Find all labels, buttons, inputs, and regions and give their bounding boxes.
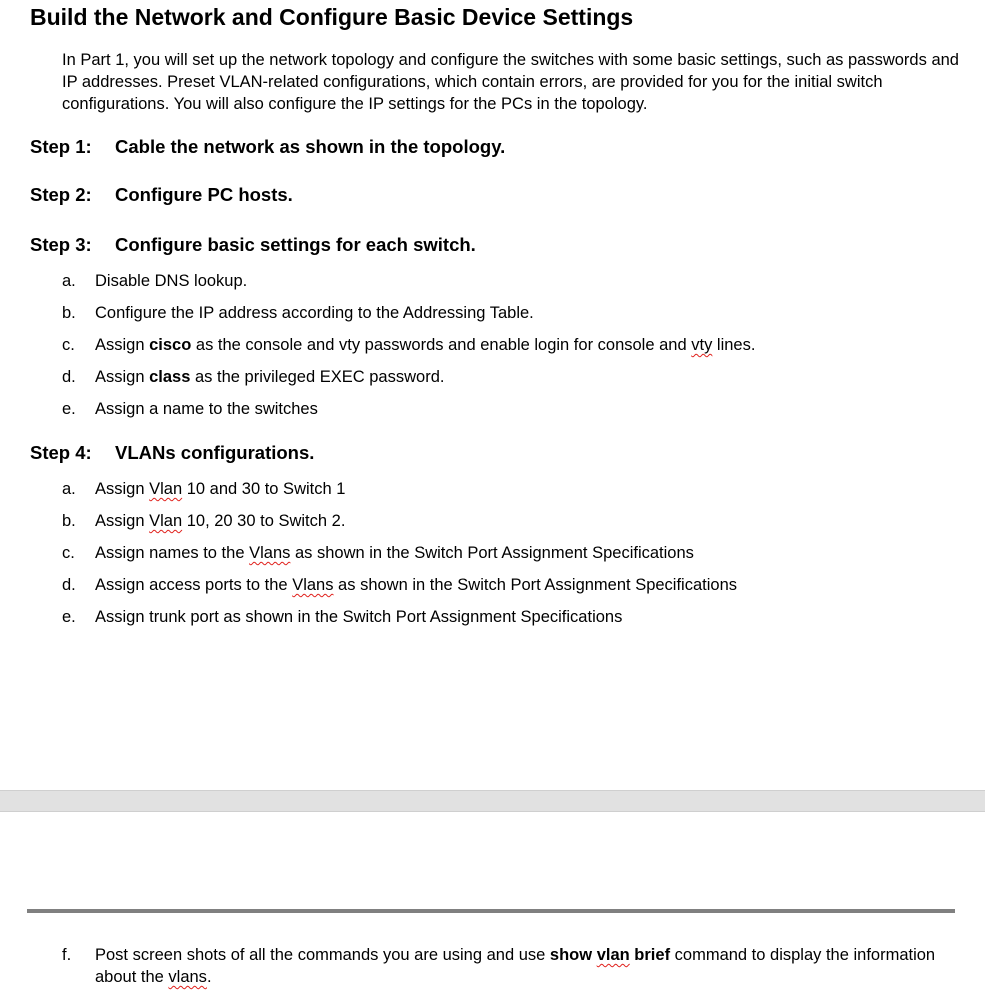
- intro-paragraph: In Part 1, you will set up the network topology and configure the switches with some basic settings, such as passwords and IP addresses. Preset VLAN-related configurations, which contain errors, are provided for you for the initial switch configurations. You will also configure the IP settings for the PCs in the topology.: [62, 51, 959, 113]
- command-keyword: brief: [629, 946, 671, 964]
- list-letter: e.: [62, 608, 76, 626]
- page-break: [0, 790, 985, 812]
- spellcheck-word: Vlan: [149, 480, 183, 498]
- list-text: Assign trunk port as shown in the Switch Port Assignment Specifications: [95, 608, 623, 626]
- list-text: Assign access ports to the: [95, 576, 293, 594]
- list-item: [62, 944, 955, 988]
- page-title: Build the Network and Configure Basic Device Settings: [30, 4, 634, 30]
- list-letter: e.: [62, 400, 76, 418]
- command-keyword: show: [549, 946, 597, 964]
- step-2-heading: [30, 184, 293, 206]
- step-title: Configure basic settings for each switch.: [115, 234, 476, 255]
- list-text: as shown in the Switch Port Assignment Specifications: [290, 544, 694, 562]
- list-item: [62, 368, 444, 387]
- list-text: .: [206, 968, 212, 986]
- step-4-heading: [30, 442, 314, 464]
- spellcheck-word: vlan: [596, 946, 630, 964]
- list-item: [62, 512, 345, 531]
- list-item: [62, 400, 318, 419]
- spellcheck-word: Vlans: [292, 576, 334, 594]
- list-letter: a.: [62, 480, 76, 498]
- list-text: Post screen shots of all the commands you are using and use: [95, 946, 550, 964]
- step-number: Step 4:: [30, 442, 92, 463]
- list-letter: f.: [62, 946, 72, 964]
- step-number: Step 2:: [30, 184, 92, 205]
- list-text: Assign names to the: [95, 544, 250, 562]
- list-text: Assign: [95, 368, 150, 386]
- list-item: [62, 544, 694, 563]
- step-title: Cable the network as shown in the topology.: [115, 136, 506, 157]
- list-item: [62, 336, 755, 355]
- list-text: command to display the information about the: [95, 946, 936, 986]
- list-text: Assign: [95, 480, 150, 498]
- step-title: VLANs configurations.: [115, 442, 315, 463]
- list-text: Assign a name to the switches: [95, 400, 318, 418]
- list-text: as the privileged EXEC password.: [190, 368, 445, 386]
- list-letter: d.: [62, 576, 76, 594]
- list-item: [62, 304, 534, 323]
- list-letter: b.: [62, 304, 76, 322]
- step-number: Step 3:: [30, 234, 92, 255]
- list-text: as shown in the Switch Port Assignment Specifications: [333, 576, 738, 594]
- list-text: 10, 20 30 to Switch 2.: [182, 512, 346, 530]
- step-title: Configure PC hosts.: [115, 184, 293, 205]
- spellcheck-word: vty: [691, 336, 713, 354]
- spellcheck-word: Vlans: [249, 544, 291, 562]
- list-item: [62, 480, 345, 499]
- list-text: as the console and vty passwords and enable login for console and: [191, 336, 692, 354]
- step-3-heading: [30, 234, 476, 256]
- list-text: Configure the IP address according to the Addressing Table.: [95, 304, 534, 322]
- spellcheck-word: vlans: [168, 968, 207, 986]
- spellcheck-word: Vlan: [149, 512, 183, 530]
- list-text-block: [95, 944, 955, 988]
- list-item: [62, 608, 622, 627]
- list-item: [62, 272, 247, 291]
- list-item: [62, 576, 737, 595]
- password-keyword: class: [149, 368, 191, 386]
- list-letter: d.: [62, 368, 76, 386]
- list-letter: c.: [62, 544, 75, 562]
- list-text: Assign: [95, 512, 150, 530]
- list-letter: a.: [62, 272, 76, 290]
- step-1-heading: [30, 136, 505, 158]
- list-text: Assign: [95, 336, 150, 354]
- horizontal-rule: [27, 909, 955, 913]
- list-text: Disable DNS lookup.: [95, 272, 248, 290]
- list-text: lines.: [712, 336, 756, 354]
- list-letter: b.: [62, 512, 76, 530]
- list-letter: c.: [62, 336, 75, 354]
- step-number: Step 1:: [30, 136, 92, 157]
- password-keyword: cisco: [149, 336, 192, 354]
- list-text: 10 and 30 to Switch 1: [182, 480, 346, 498]
